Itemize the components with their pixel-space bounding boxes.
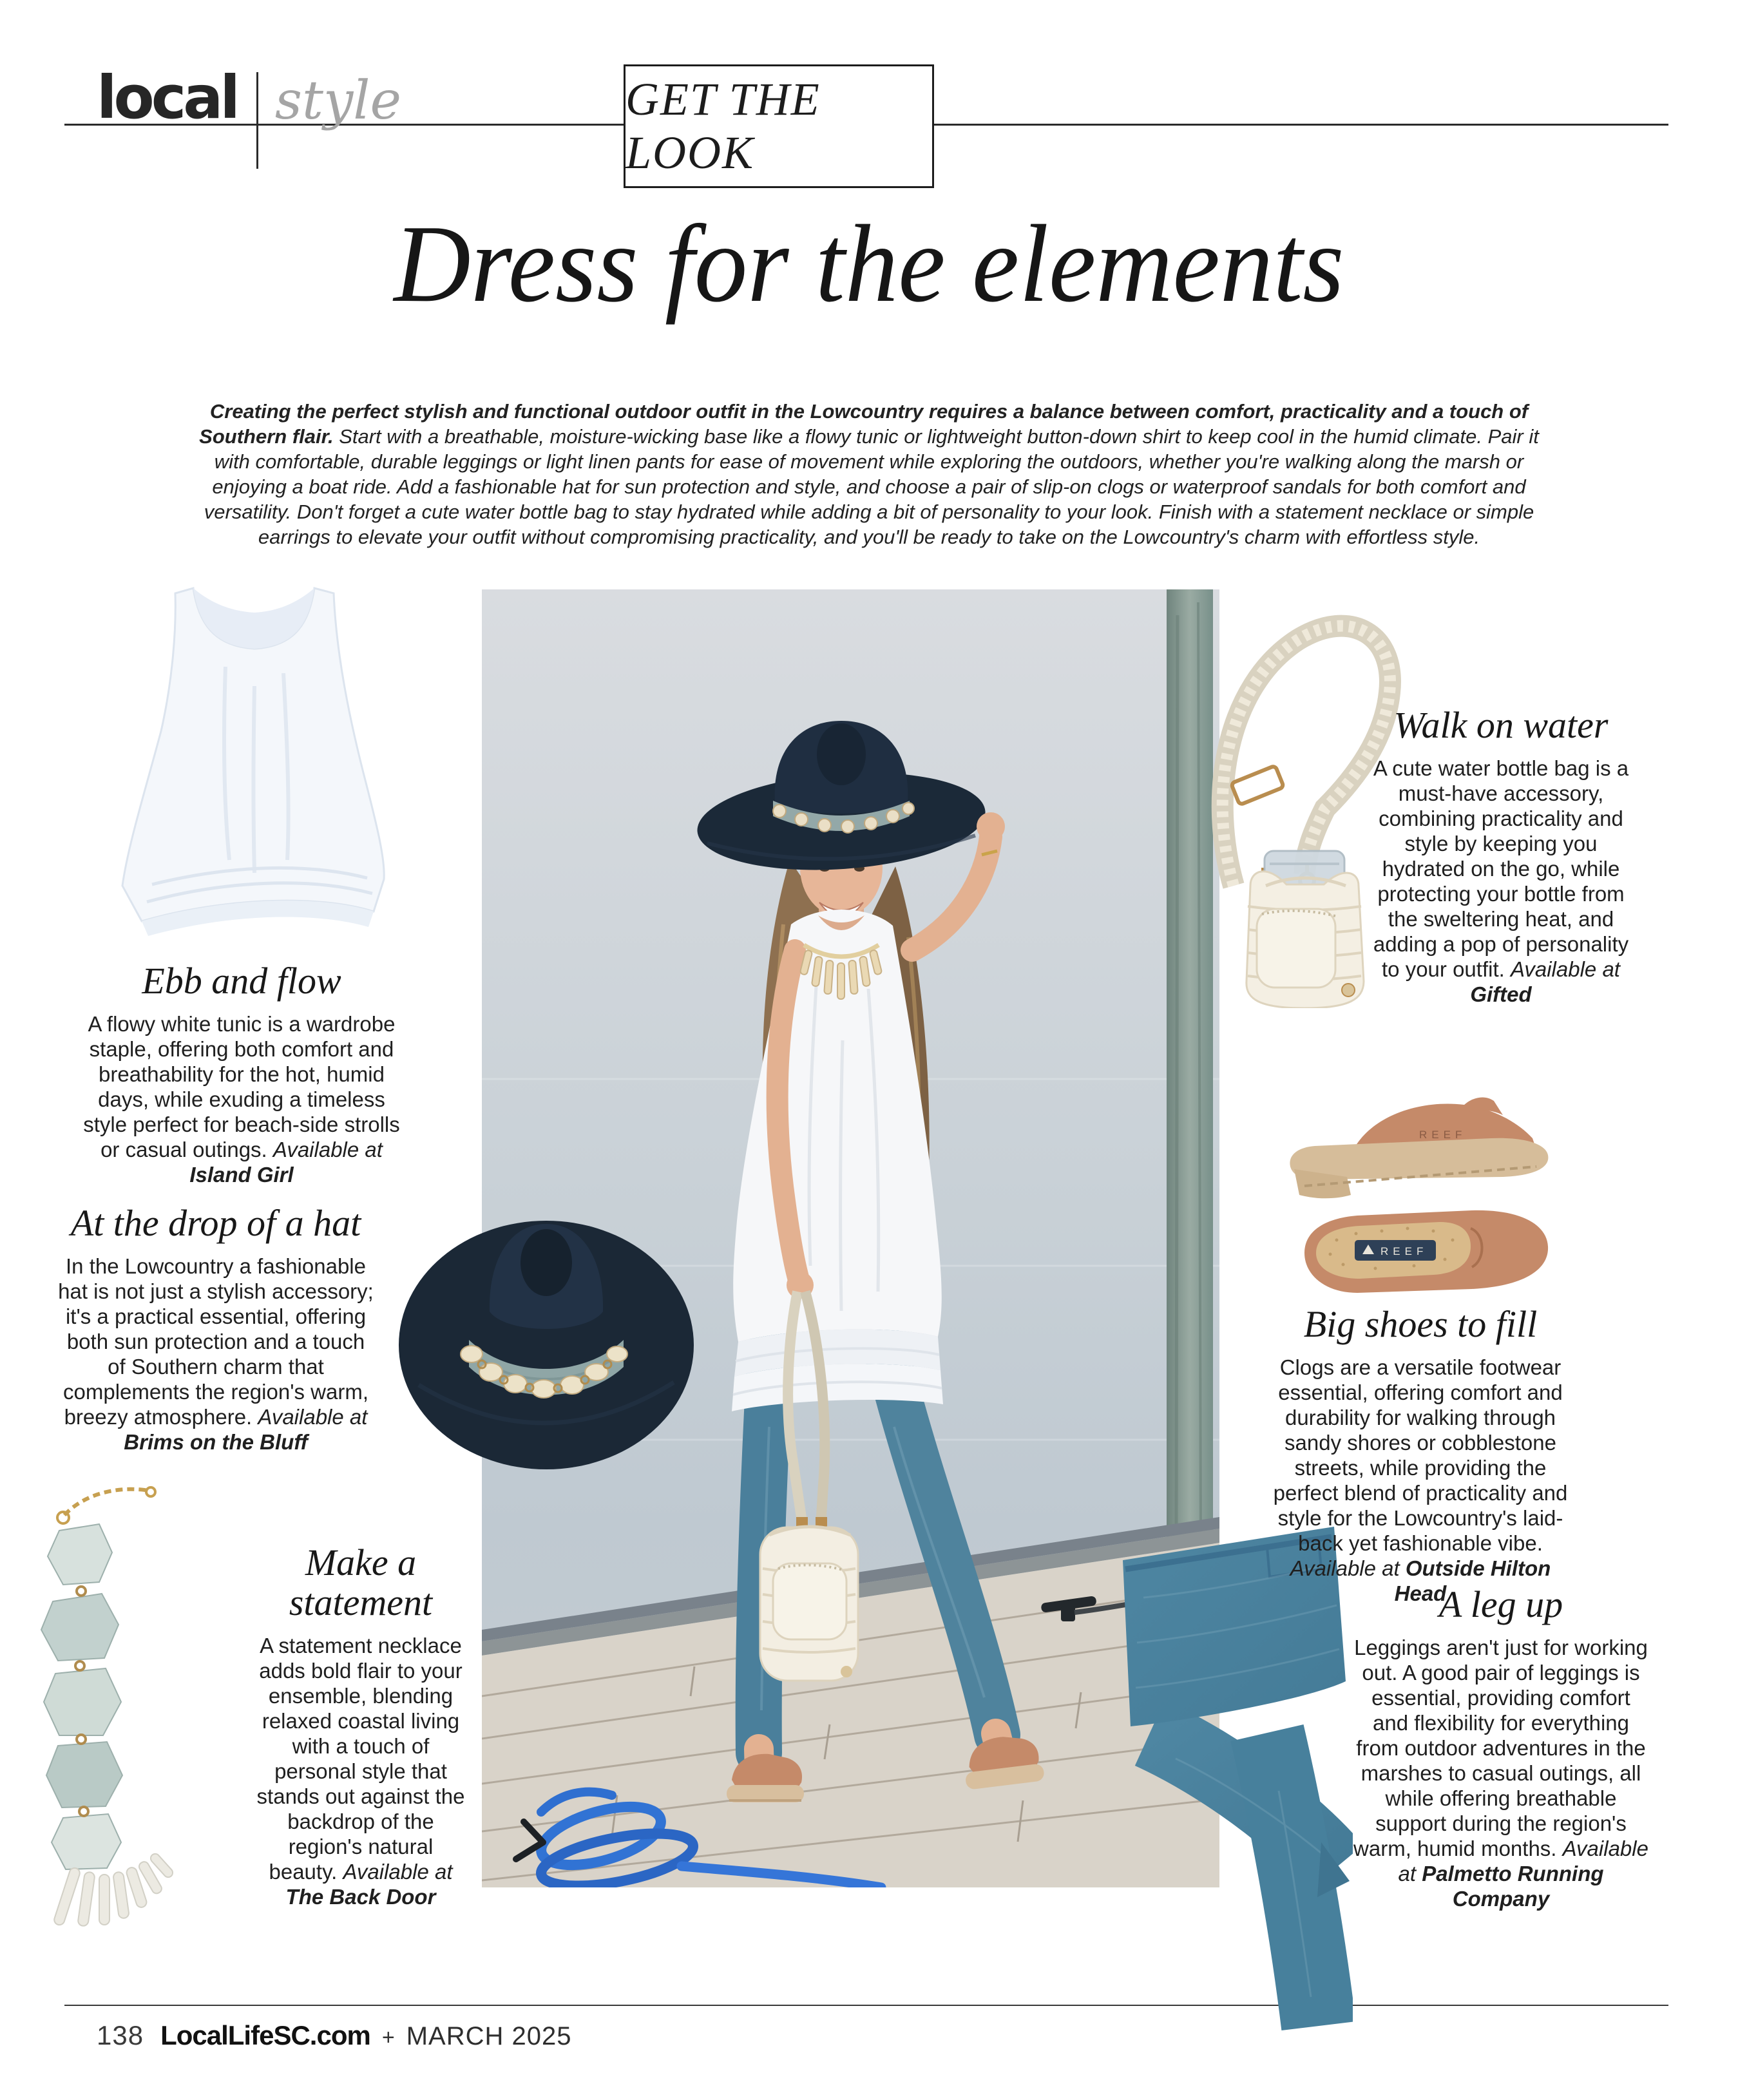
section-a-leg-up — [1353, 1585, 1649, 1911]
logo-section-style: style — [274, 70, 402, 131]
section-at-the-drop-of-a-hat — [58, 1203, 374, 1455]
section-body: In the Lowcountry a fashionable hat is not just a stylish accessory; it's a practical essential, offering both sun protection and a touch of Southern charm that complements the region's warm, breezy atmosphere. Available at Brims on the Bluff — [58, 1254, 374, 1454]
footer-rule — [64, 2005, 1668, 2006]
available-at-label: Available at — [272, 1138, 383, 1161]
kicker-box — [624, 64, 934, 188]
store-name: Island Girl — [189, 1163, 294, 1187]
section-walk-on-water — [1362, 705, 1639, 1007]
available-at-label: Available at — [1290, 1556, 1400, 1580]
clog-brand-side: REEF — [1419, 1129, 1467, 1141]
section-body: A cute water bottle bag is a must-have accessory, combining practicality and style by keeping you hydrated on the go, while protecting your bottle from the sweltering heat, and adding a pop of personality to your outfit. Available at Gifted — [1373, 756, 1629, 1006]
hat-cutout — [393, 1185, 699, 1475]
section-body: A flowy white tunic is a wardrobe staple, offering both comfort and breathability for the hot, humid days, while exuding a timeless style perfect for beach-side strolls or casual outings. Available at Island Girl — [83, 1012, 400, 1187]
clogs-cutout — [1279, 1040, 1556, 1311]
intro-paragraph — [186, 399, 1552, 549]
available-at-label: Available at — [258, 1405, 368, 1429]
store-name: Palmetto Running Company — [1422, 1862, 1604, 1911]
section-heading: Ebb and flow — [142, 960, 341, 1002]
store-name: Brims on the Bluff — [124, 1430, 308, 1454]
page-footer — [97, 2020, 571, 2051]
available-at-label: Available at — [343, 1860, 453, 1884]
section-body: Leggings aren't just for working out. A good pair of leggings is essential, providing comfort and flexibility for everything from outdoor adventures in the marshes to casual outings, all while offering breathable support during the region's warm, humid months. Available at Palmetto Running Company — [1353, 1636, 1648, 1911]
page-title: Dress for the elements — [394, 203, 1344, 325]
logo-divider — [256, 72, 258, 169]
clog-brand-insole: REEF — [1380, 1245, 1428, 1257]
section-heading: A leg up — [1438, 1583, 1563, 1625]
tunic-cutout — [97, 577, 412, 947]
store-name: Gifted — [1470, 982, 1532, 1006]
section-body: Clogs are a versatile footwear essential, offering comfort and durability for walking through sandy shores or cobblestone streets, while providing the perfect blend of practicality and style for the Lowcountry's laid-back yet fashionable vibe. Available at Outside Hilton Head — [1273, 1355, 1568, 1605]
store-name: Outside Hilton Head — [1394, 1556, 1551, 1605]
section-body: A statement necklace adds bold flair to your ensemble, blending relaxed coastal living with a touch of personal style that stands out against the backdrop of the region's natural beauty. Available at The Back Door — [256, 1634, 465, 1909]
section-heading: Make a statement — [289, 1542, 433, 1623]
section-heading: Walk on water — [1393, 704, 1609, 746]
footer-separator: + — [381, 2025, 395, 2050]
kicker-text: GET THE LOOK — [625, 73, 821, 178]
intro-body: Start with a breathable, moisture-wicking base like a flowy tunic or lightweight button-down shirt to keep cool in the humid climate. Pair it with comfortable, durable leggings or light linen pants for ease of movement while exploring the outdoors, whether you're walking along the marsh or enjoying a boat ride. Add a fashionable hat for sun protection and style, and choose a pair of slip-on clogs or waterproof sandals for both comfort and versatility. Don't forget a cute water bottle bag to stay hydrated while adding a bit of personality to your look. Finish with a statement necklace or simple earrings to elevate your outfit without compromising practicality, and you'll be ready to take on the Lowcountry's charm with effortless style. — [204, 425, 1539, 548]
section-heading: Big shoes to fill — [1303, 1303, 1538, 1345]
intro-lead: Creating the perfect stylish and functional outdoor outfit in the Lowcountry requires a balance between comfort, practicality and a touch of Southern flair. — [199, 400, 1529, 448]
available-at-label: Available at — [1398, 1837, 1648, 1885]
logo-local: local — [97, 63, 237, 132]
available-at-label: Available at — [1510, 957, 1620, 981]
issue-date: MARCH 2025 — [406, 2022, 572, 2050]
store-name: The Back Door — [285, 1885, 436, 1909]
section-make-a-statement — [254, 1543, 467, 1909]
necklace-cutout — [26, 1475, 238, 1933]
section-heading: At the drop of a hat — [70, 1202, 361, 1244]
section-ebb-and-flow — [74, 961, 409, 1187]
site-name: LocalLifeSC.com — [160, 2020, 370, 2050]
magazine-logo — [97, 63, 402, 169]
section-big-shoes-to-fill — [1263, 1304, 1578, 1606]
page-number: 138 — [97, 2020, 144, 2050]
